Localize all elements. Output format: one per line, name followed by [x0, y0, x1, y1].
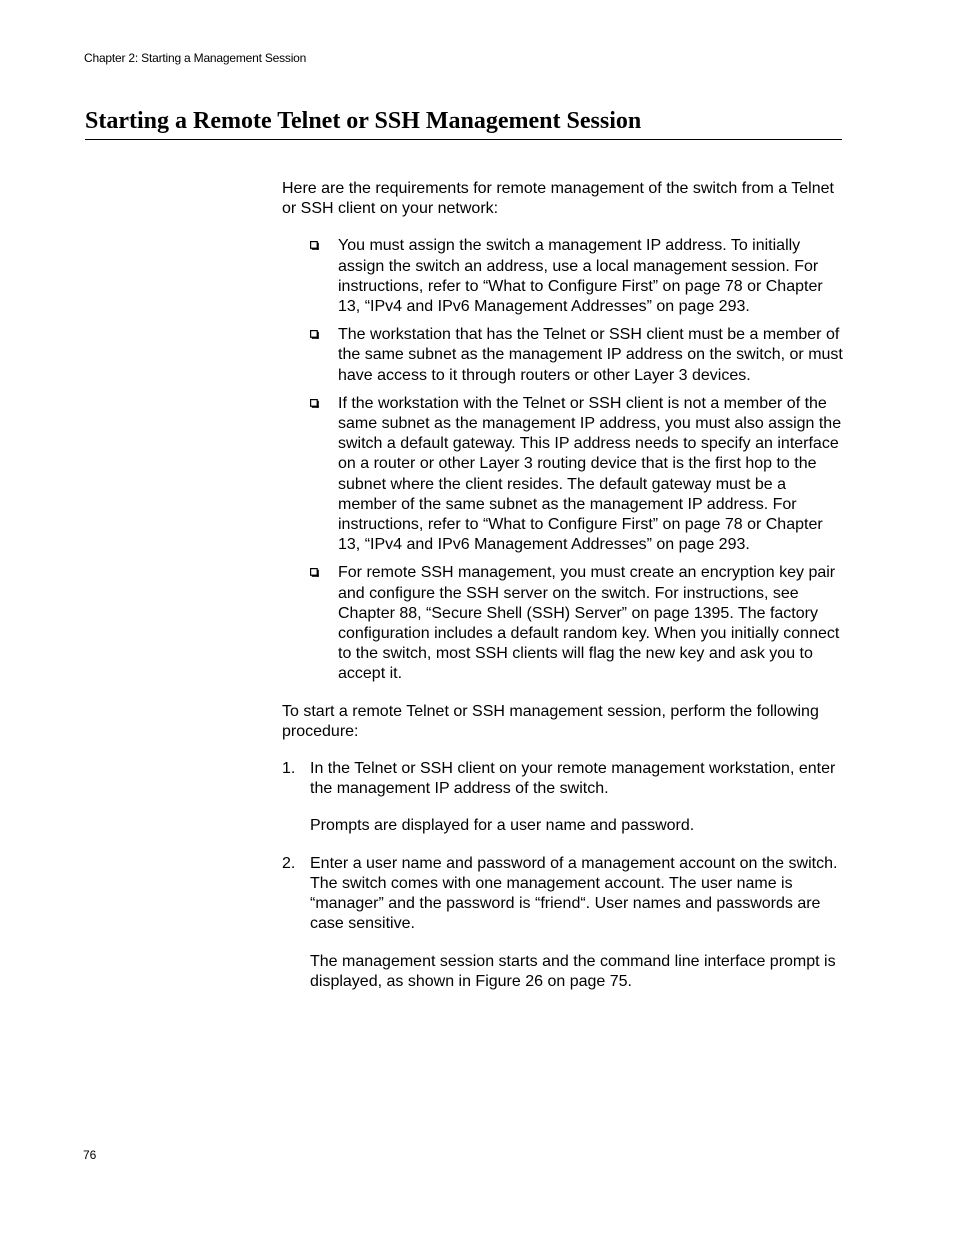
step-number: 1. — [282, 760, 296, 778]
procedure-step-1 — [282, 759, 847, 837]
intro-paragraph: Here are the requirements for remote management of the switch from a Telnet or SSH client on your network: — [282, 180, 834, 218]
checkbox-bullet-icon — [310, 330, 319, 339]
requirement-text: The workstation that has the Telnet or SSH client must be a member of the same subnet as the management IP address on the switch, or must have access to it through routers or other Layer 3 devices. — [338, 326, 843, 384]
list-item — [310, 563, 847, 684]
running-header: Chapter 2: Starting a Management Session — [84, 51, 307, 65]
step-instruction: In the Telnet or SSH client on your remote management workstation, enter the management IP address of the switch. — [310, 760, 836, 798]
requirement-text: If the workstation with the Telnet or SSH client is not a member of the same subnet as the management IP address, you must also assign the switch a default gateway. This IP address needs to specify an interface on a router or other Layer 3 routing device that is the first hop to the subnet where the client resides. The default gateway must be a member of the same subnet as the management IP address. For instructions, refer to “What to Configure First” on page 78 or Chapter 13, “IPv4 and IPv6 Management Addresses” on page 293. — [338, 394, 842, 554]
body-content — [282, 179, 847, 1009]
list-item — [310, 394, 847, 556]
requirement-text: You must assign the switch a management IP address. To initially assign the switch an address, use a local management session. For instructions, refer to “What to Configure First” on page 78 or Chapter 13, “IPv4 and IPv6 Management Addresses” on page 293. — [338, 237, 823, 316]
step-result: Prompts are displayed for a user name and password. — [310, 817, 695, 835]
section-title: Starting a Remote Telnet or SSH Management Session — [85, 107, 842, 140]
list-item — [310, 325, 847, 386]
list-item — [310, 236, 847, 317]
procedure-steps — [282, 759, 847, 992]
checkbox-bullet-icon — [310, 399, 319, 408]
step-result: The management session starts and the command line interface prompt is displayed, as shown in Figure 26 on page 75. — [310, 952, 836, 990]
step-number: 2. — [282, 854, 296, 872]
page-number: 76 — [83, 1148, 97, 1162]
requirement-text: For remote SSH management, you must create an encryption key pair and configure the SSH server on the switch. For instructions, see Chapter 88, “Secure Shell (SSH) Server” on page 1395. The factory configuration includes a default random key. When you initially connect to the switch, most SSH clients will flag the new key and ask you to accept it. — [338, 564, 840, 683]
procedure-intro: To start a remote Telnet or SSH management session, perform the following procedure: — [282, 702, 819, 740]
step-instruction: Enter a user name and password of a management account on the switch. The switch comes with one management account. The user name is “manager” and the password is “friend“. User names and passwords are case sensitive. — [310, 854, 838, 933]
checkbox-bullet-icon — [310, 568, 319, 577]
procedure-step-2 — [282, 854, 847, 992]
requirements-list — [282, 236, 847, 684]
checkbox-bullet-icon — [310, 241, 319, 250]
